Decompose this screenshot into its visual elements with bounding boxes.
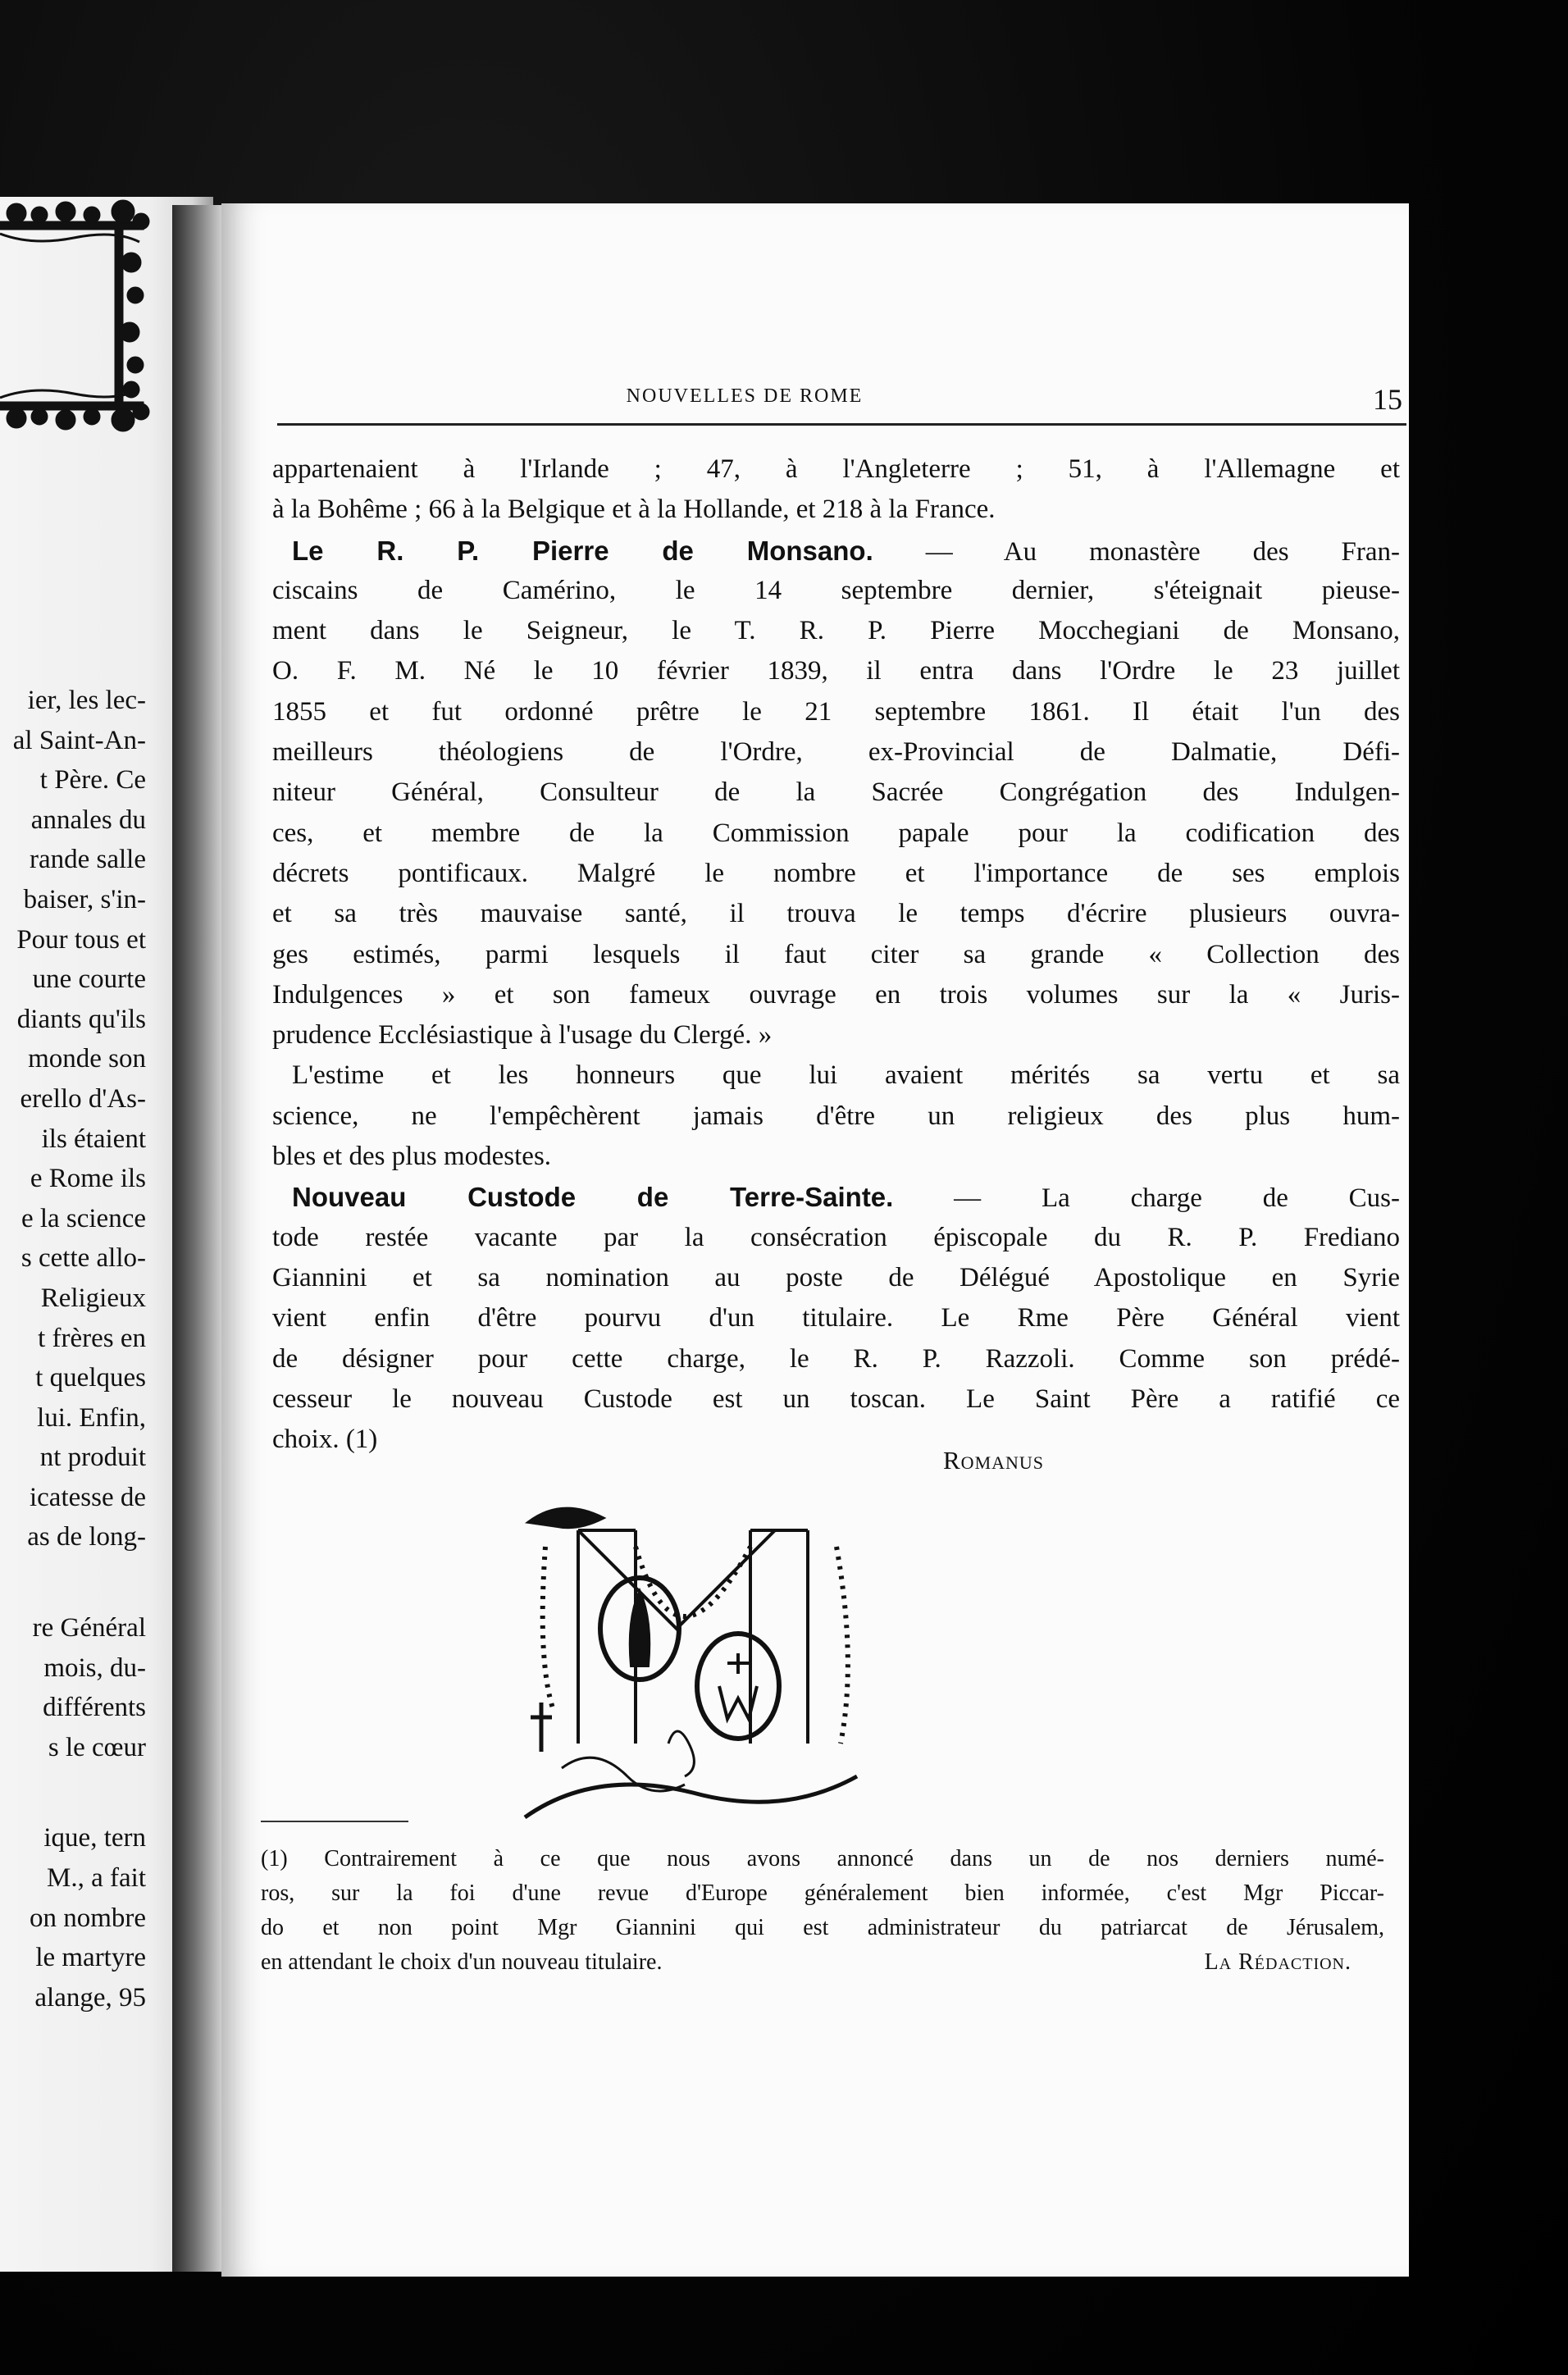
previous-page-line: annales du	[30, 805, 146, 835]
previous-page-line: M., a fait	[47, 1863, 146, 1894]
previous-page-line: s cette allo-	[21, 1243, 146, 1274]
body-line: cesseur le nouveau Custode est un toscan. Le Saint Père a ratifié ce	[272, 1384, 1400, 1414]
footnote-signature: La Rédaction.	[1204, 1949, 1351, 1975]
body-line: tode restée vacante par la consécration épiscopale du R. P. Frediano	[272, 1222, 1400, 1252]
footnote-line	[261, 1911, 1384, 1945]
paragraph-gap	[0, 1767, 146, 1818]
body-line: et sa très mauvaise santé, il trouva le temps d'écrire plusieurs ouvra-	[272, 899, 1400, 929]
previous-page-line: le martyre	[35, 1943, 146, 1973]
body-line: bles et des plus modestes.	[272, 1142, 552, 1172]
footnote-line-text: do et non point Mgr Giannini qui est administrateur du patriarcat de Jérusalem,	[261, 1915, 1384, 1940]
body-line: niteur Général, Consulteur de la Sacrée Congrégation des Indulgen-	[272, 777, 1400, 808]
footnote-line	[261, 1876, 1384, 1911]
body-line-text: — Au monastère des Fran-	[873, 536, 1401, 567]
body-line: vient enfin d'être pourvu d'un titulaire. Le Rme Père Général vient	[272, 1303, 1400, 1333]
previous-page-line: as de long-	[27, 1522, 146, 1552]
previous-page-line: nt produit	[39, 1443, 146, 1473]
previous-page-line: différents	[43, 1693, 146, 1723]
footnote	[261, 1842, 1384, 1980]
previous-page-line: t quelques	[35, 1363, 146, 1393]
previous-page-line: e la science	[21, 1203, 146, 1233]
previous-page-line: lui. Enfin,	[37, 1402, 146, 1433]
footnote-line-text: ros, sur la foi d'une revue d'Europe généralement bien informée, c'est Mgr Piccar-	[261, 1880, 1384, 1906]
body-line: à la Bohême ; 66 à la Belgique et à la Hollande, et 218 à la France.	[272, 495, 996, 525]
body-line: O. F. M. Né le 10 février 1839, il entra dans l'Ordre le 23 juillet	[272, 656, 1400, 686]
previous-page-line: e Rome ils	[30, 1164, 146, 1194]
article-body	[272, 449, 1400, 1460]
previous-page-line: ils étaient	[41, 1124, 146, 1154]
body-line: Indulgences » et son fameux ouvrage en trois volumes sur la « Juris-	[272, 979, 1400, 1010]
body-line: Giannini et sa nomination au poste de Délégué Apostolique en Syrie	[272, 1262, 1400, 1292]
body-line: ges estimés, parmi lesquels il faut citer sa grande « Collection des	[272, 939, 1400, 969]
previous-page-line: une courte	[32, 964, 146, 995]
previous-page-line: al Saint-An-	[12, 725, 146, 755]
previous-page-line: t frères en	[38, 1323, 146, 1353]
body-line: prudence Ecclésiastique à l'usage du Clergé. »	[272, 1020, 773, 1051]
previous-page-line: s le cœur	[48, 1732, 146, 1762]
previous-page-line: alange, 95	[34, 1982, 146, 2013]
footnote-line	[261, 1945, 1384, 1980]
footnote-line-text: (1) Contrairement à ce que nous avons annoncé dans un de nos derniers numé-	[261, 1846, 1384, 1871]
running-header	[277, 377, 1406, 426]
previous-page-line: re Général	[32, 1613, 146, 1643]
body-line: meilleurs théologiens de l'Ordre, ex-Provincial de Dalmatie, Défi-	[272, 737, 1400, 768]
body-line: choix. (1)	[272, 1425, 378, 1455]
body-line: de désigner pour cette charge, le R. P. Razzoli. Comme son prédé-	[272, 1343, 1400, 1374]
running-title: NOUVELLES DE ROME	[626, 385, 864, 407]
previous-page-line: Religieux	[40, 1283, 146, 1313]
previous-page-line: Pour tous et	[16, 924, 146, 955]
page	[221, 203, 1409, 2277]
body-line: L'estime et les honneurs que lui avaient mérités sa vertu et sa	[292, 1060, 1400, 1091]
marian-monogram-vignette-icon	[513, 1497, 873, 1826]
page-number: 15	[1373, 383, 1402, 416]
body-line: science, ne l'empêchèrent jamais d'être un religieux des plus hum-	[272, 1101, 1400, 1131]
body-line-text: — La charge de Cus-	[893, 1183, 1400, 1214]
previous-page-line: erello d'As-	[20, 1083, 146, 1114]
previous-page-line: monde son	[28, 1044, 146, 1074]
previous-page-text	[0, 681, 146, 2017]
previous-page-line: icatesse de	[29, 1482, 146, 1512]
footnote-line	[261, 1842, 1384, 1876]
body-line: ment dans le Seigneur, le T. R. P. Pierre Mocchegiani de Monsano,	[272, 616, 1400, 646]
body-line: ciscains de Camérino, le 14 septembre dernier, s'éteignait pieuse-	[272, 575, 1400, 605]
section-heading: Le R. P. Pierre de Monsano.	[292, 535, 873, 566]
previous-page-line: t Père. Ce	[39, 765, 146, 795]
previous-page-line: on nombre	[29, 1903, 146, 1933]
previous-page-line: diants qu'ils	[16, 1004, 146, 1034]
previous-page-line: ique, tern	[43, 1823, 146, 1853]
footnote-line-text: en attendant le choix d'un nouveau titulaire.	[261, 1949, 663, 1975]
body-line: ces, et membre de la Commission papale pour la codification des	[272, 818, 1400, 848]
footnote-separator	[261, 1821, 408, 1822]
previous-page-line: baiser, s'in-	[23, 884, 146, 914]
paragraph-gap	[0, 1557, 146, 1608]
body-line: appartenaient à l'Irlande ; 47, à l'Angleterre ; 51, à l'Allemagne et	[272, 454, 1400, 484]
previous-page-line: ier, les lec-	[27, 686, 146, 715]
body-line	[272, 1177, 1400, 1217]
body-line: décrets pontificaux. Malgré le nombre et l'importance de ses emplois	[272, 858, 1400, 888]
section-heading: Nouveau Custode de Terre-Sainte.	[292, 1182, 894, 1213]
body-line	[272, 531, 1400, 571]
vine-border-ornament-icon	[0, 197, 152, 435]
previous-page-line: mois, du-	[43, 1652, 146, 1683]
previous-page-line: rande salle	[29, 845, 146, 875]
article-signature: Romanus	[943, 1446, 1045, 1475]
body-line: 1855 et fut ordonné prêtre le 21 septembre 1861. Il était l'un des	[272, 696, 1400, 727]
